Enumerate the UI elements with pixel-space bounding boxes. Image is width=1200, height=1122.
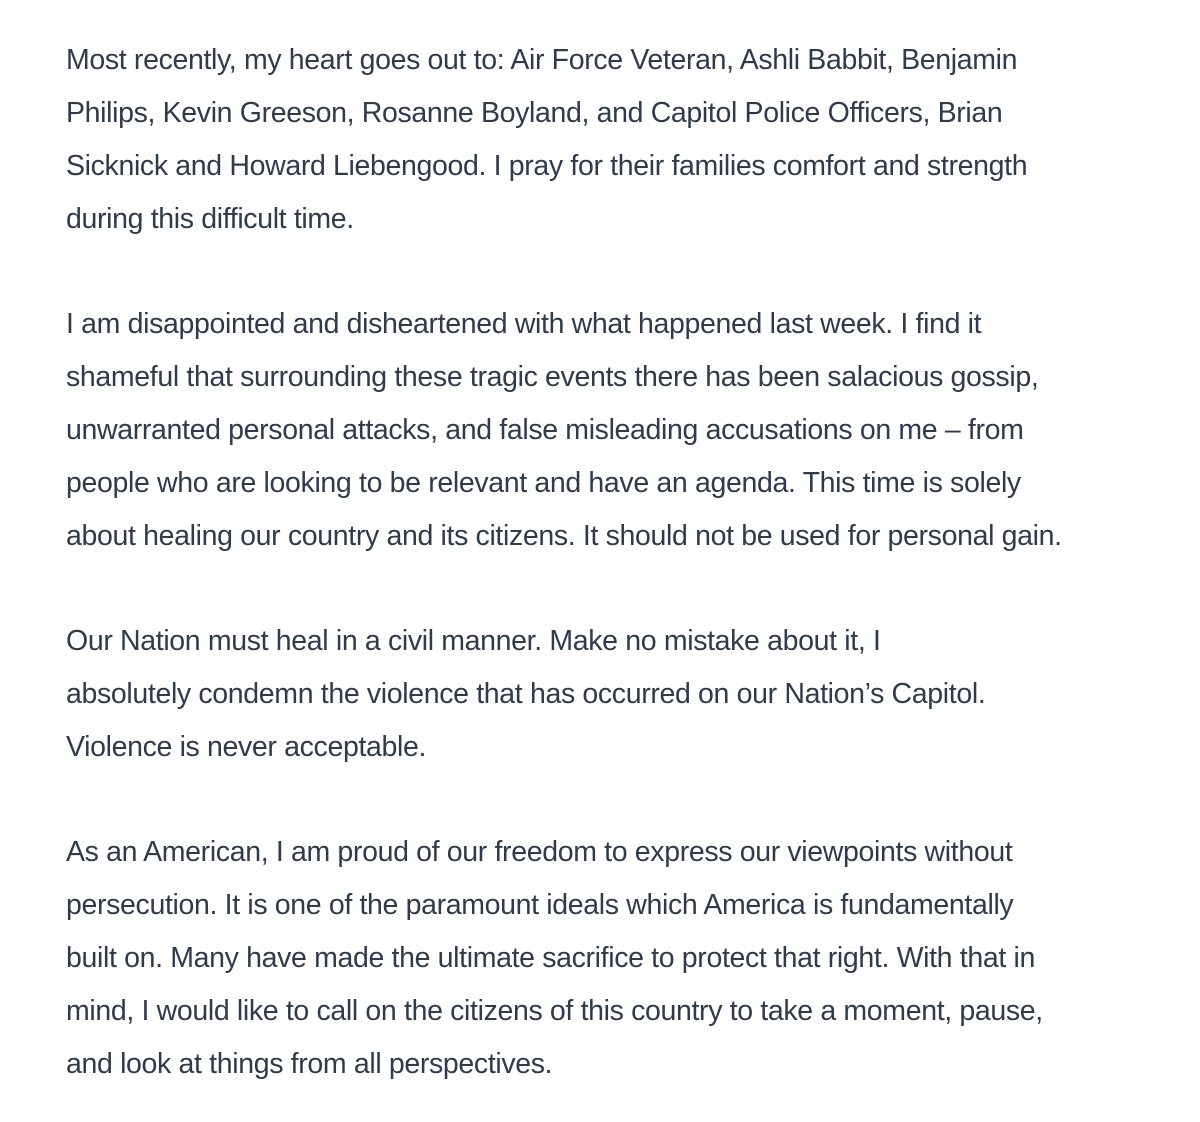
text-line: Sicknick and Howard Liebengood. I pray for their families comfort and strength <box>66 150 1028 182</box>
paragraph-condolences <box>66 34 1186 246</box>
text-line: built on. Many have made the ultimate sacrifice to protect that right. With that in <box>66 942 1035 974</box>
text-line: during this difficult time. <box>66 203 354 235</box>
text-line: As an American, I am proud of our freedom to express our viewpoints without <box>66 836 1013 868</box>
text-line: shameful that surrounding these tragic events there has been salacious gossip, <box>66 361 1039 393</box>
text-line: about healing our country and its citizens. It should not be used for personal gain. <box>66 520 1062 552</box>
statement-document <box>66 34 1186 1091</box>
text-line: people who are looking to be relevant and have an agenda. This time is solely <box>66 467 1021 499</box>
text-line: absolutely condemn the violence that has occurred on our Nation’s Capitol. <box>66 678 986 710</box>
text-line: unwarranted personal attacks, and false misleading accusations on me – from <box>66 414 1024 446</box>
paragraph-condemnation <box>66 615 1186 774</box>
paragraph-freedom <box>66 826 1186 1091</box>
text-line: Violence is never acceptable. <box>66 731 427 763</box>
text-line: and look at things from all perspectives. <box>66 1048 553 1080</box>
paragraph-disappointment <box>66 298 1186 563</box>
text-line: Philips, Kevin Greeson, Rosanne Boyland, and Capitol Police Officers, Brian <box>66 97 1003 129</box>
text-line: Most recently, my heart goes out to: Air Force Veteran, Ashli Babbit, Benjamin <box>66 44 1018 76</box>
text-line: persecution. It is one of the paramount ideals which America is fundamentally <box>66 889 1014 921</box>
text-line: I am disappointed and disheartened with what happened last week. I find it <box>66 308 982 340</box>
text-line: mind, I would like to call on the citizens of this country to take a moment, pause, <box>66 995 1043 1027</box>
text-line: Our Nation must heal in a civil manner. Make no mistake about it, I <box>66 625 881 657</box>
